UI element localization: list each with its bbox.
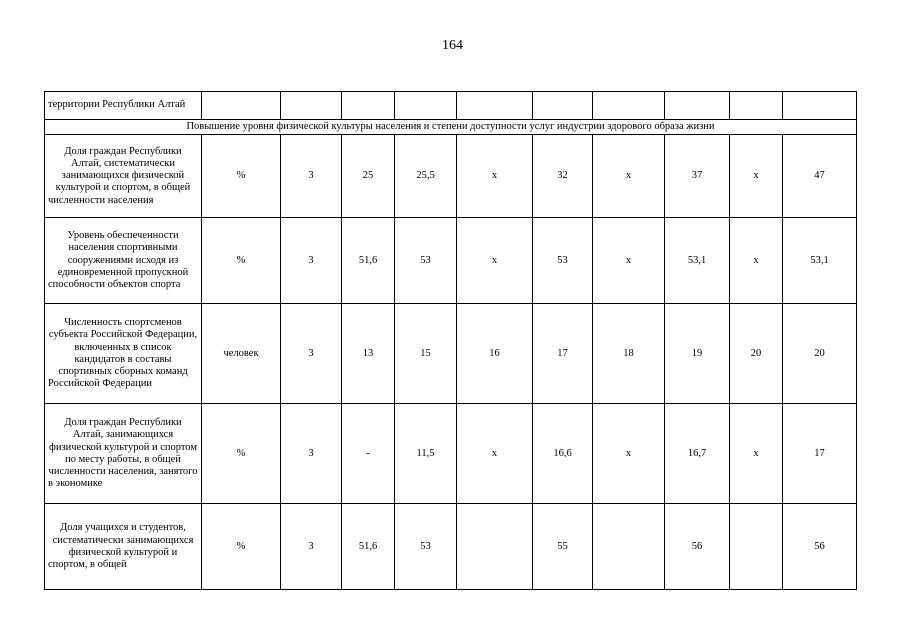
table-body [45,92,857,590]
table-cell: 53,1 [783,218,857,304]
table-row [45,404,857,504]
table-cell: 47 [783,135,857,218]
indicator-label: Доля граждан Республики Алтай, систематически занимающихся физической культурой и спортом, в общей численности населения [45,135,202,218]
table-cell: 25,5 [395,135,457,218]
table-cell [783,92,857,120]
table-cell: 15 [395,304,457,404]
table-row [45,135,857,218]
table-cell [730,92,783,120]
table-cell: 20 [730,304,783,404]
table-row [45,218,857,304]
indicators-table [44,91,857,590]
table-cell: 3 [281,135,342,218]
table-cell: 16 [457,304,533,404]
table-cell: % [202,135,281,218]
table-cell: человек [202,304,281,404]
table-cell: 19 [665,304,730,404]
table-cell: х [457,218,533,304]
table-row [45,304,857,404]
table-cell: х [730,218,783,304]
page-number: 164 [442,38,463,53]
table-cell [281,92,342,120]
table-cell: 16,7 [665,404,730,504]
table-row [45,504,857,590]
table-cell [665,92,730,120]
section-title: Повышение уровня физической культуры населения и степени доступности услуг индустрии здорового образа жизни [45,120,857,135]
table-cell [730,504,783,590]
table-cell: 51,6 [342,218,395,304]
table-cell: 3 [281,404,342,504]
table-cell: х [457,135,533,218]
table-cell [593,92,665,120]
table-cell: 53,1 [665,218,730,304]
table-cell: 11,5 [395,404,457,504]
table-cell: - [342,404,395,504]
table-cell: 32 [533,135,593,218]
table-row [45,92,857,120]
table-cell: х [593,404,665,504]
table-cell [342,92,395,120]
table-cell: 25 [342,135,395,218]
table-cell [533,92,593,120]
table-cell: 18 [593,304,665,404]
indicator-label: Доля учащихся и студентов, систематически занимающихся физической культурой и спортом, в общей [45,504,202,590]
table-cell: 51,6 [342,504,395,590]
table-cell: 3 [281,304,342,404]
table-cell: 53 [395,504,457,590]
indicator-label: территории Республики Алтай [45,92,202,120]
table-cell: 37 [665,135,730,218]
table-cell [457,504,533,590]
table-cell: х [593,135,665,218]
indicator-label: Численность спортсменов субъекта Российской Федерации, включенных в список кандидатов в составы спортивных сборных команд Российской Федерации [45,304,202,404]
table-cell: х [730,135,783,218]
table-cell: 17 [533,304,593,404]
table-cell: 17 [783,404,857,504]
table-cell: % [202,218,281,304]
section-row [45,120,857,135]
table-cell: х [593,218,665,304]
table-cell [202,92,281,120]
table-cell: 3 [281,504,342,590]
table-cell: 16,6 [533,404,593,504]
table-cell [593,504,665,590]
table-cell [457,92,533,120]
table-cell: 56 [783,504,857,590]
table-cell: 53 [395,218,457,304]
table-cell: 53 [533,218,593,304]
table-cell: х [457,404,533,504]
table-cell: х [730,404,783,504]
table-cell: 20 [783,304,857,404]
indicator-label: Доля граждан Республики Алтай, занимающихся физической культурой и спортом по месту работы, в общей численности населения, занятого в экономике [45,404,202,504]
table-cell [395,92,457,120]
table-cell: 56 [665,504,730,590]
table-cell: 55 [533,504,593,590]
table-cell: % [202,404,281,504]
indicator-label: Уровень обеспеченности населения спортивными сооружениями исходя из единовременной пропускной способности объектов спорта [45,218,202,304]
table-cell: 13 [342,304,395,404]
table-cell: % [202,504,281,590]
table-cell: 3 [281,218,342,304]
